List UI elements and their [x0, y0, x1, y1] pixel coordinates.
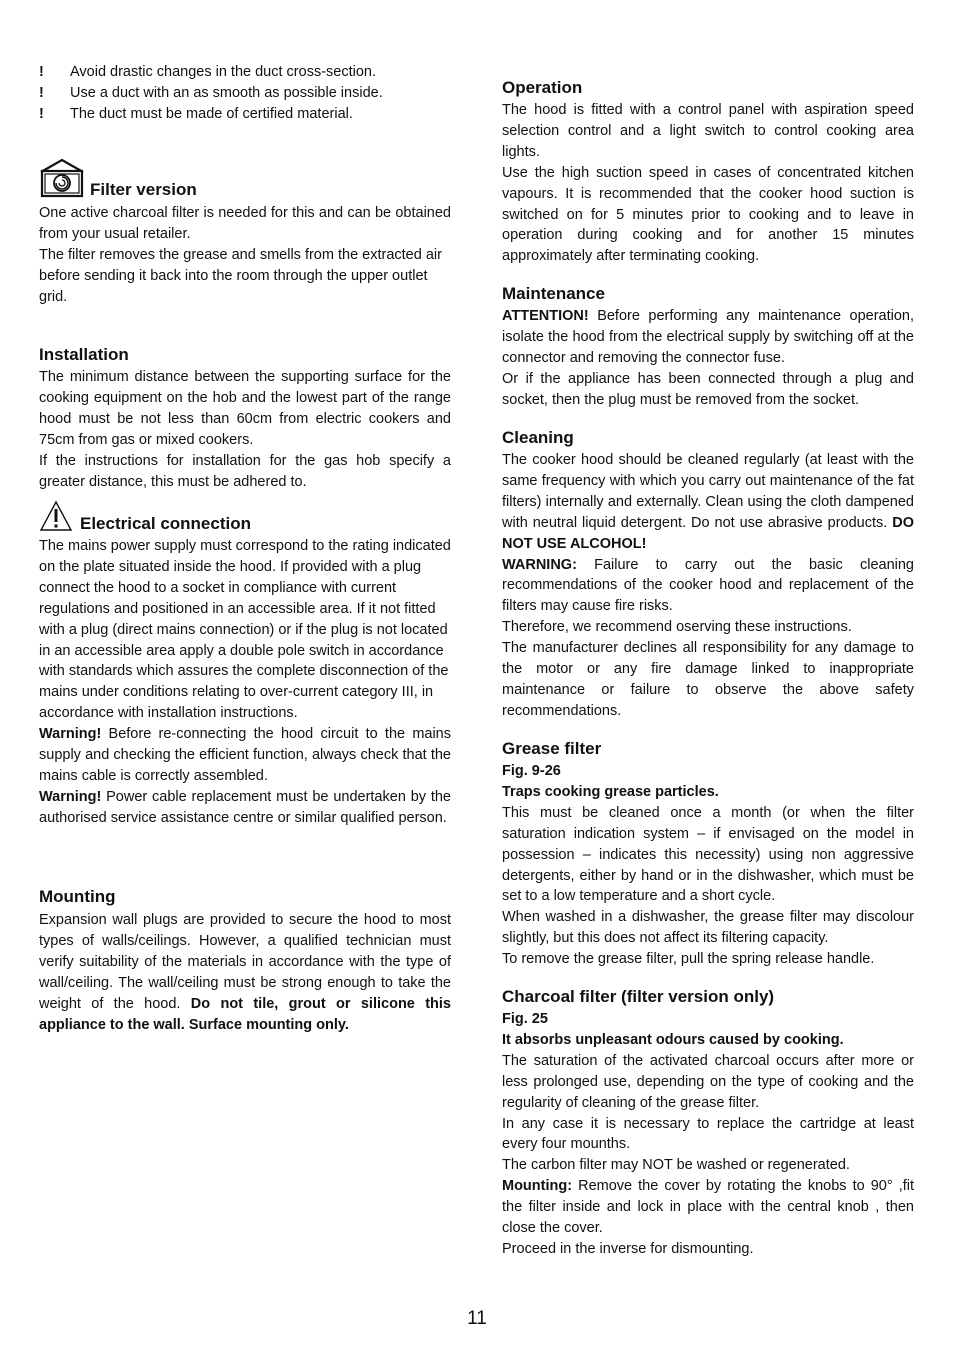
- maintenance-text: ATTENTION! Before performing any maintenance operation, isolate the hood from the electrical supply by switching off at the connector and removing the connector fuse. Or if the appliance has been connected through a plug and socket, then the plug must be removed from the socket.: [502, 308, 914, 408]
- figure-reference: Fig. 25: [502, 1011, 548, 1027]
- electrical-connection-heading: Electrical connection: [80, 514, 251, 533]
- installation-text: The minimum distance between the supporting surface for the cooking equipment on the hob and the lowest part of the range hood must be not less than 60cm from electric cookers and 75cm from gas or mixed cookers. If the instructions for installation for the gas hob specify a greater distance, this must be adhered to.: [39, 369, 451, 490]
- filter-version-heading: Filter version: [90, 180, 197, 199]
- operation-text: The hood is fitted with a control panel with aspiration speed selection control and a light switch to control cooking area lights. Use the high suction speed in cases of concentrated kitchen vapours. It is recommended that the cooker hood suction is switched on for 5 minutes prior to cooking and to leave in operation during cooking and for another 15 minutes approximately after terminating cooking.: [502, 102, 914, 265]
- list-item: ! Avoid drastic changes in the duct cross-section.: [39, 64, 377, 80]
- duct-bullet-list: [39, 62, 451, 125]
- electrical-text: The mains power supply must correspond to the rating indicated on the plate situated inside the hood. If provided with a plug connect the hood to a socket in compliance with current regulations and positioned in an accessible area. If it not fitted with a plug (direct mains connection) or if the plug is not located in an accessible area apply a double pole switch in accordance with standards which assures the complete disconnection of the mains under conditions relating to over-current category III, in accordance with installation instructions. Warning! Before re-connecting the hood circuit to the mains supply and checking the efficient function, always check that the mains cable is correctly assembled. Warning! Power cable replacement must be undertaken by the authorised service assistance centre or similar qualified person.: [39, 538, 451, 826]
- figure-reference: Fig. 9-26: [502, 763, 561, 779]
- operation-heading: Operation: [502, 78, 583, 97]
- list-item: ! Use a duct with an as smooth as possible inside.: [39, 84, 383, 101]
- installation-heading: Installation: [39, 345, 129, 364]
- page-number: 11: [467, 1308, 487, 1329]
- charcoal-filter-text: Fig. 25 It absorbs unpleasant odours caused by cooking. The saturation of the activated charcoal occurs after more or less prolonged use, depending on the type of cooking and the regularity of cleaning of the grease filter. In any case it is necessary to replace the cartridge at least every four mounths. The carbon filter may NOT be washed or regenerated. Mounting: Remove the cover by rotating the knobs to 90° ,fit the filter inside and lock in place with the central knob , then close the cover. Proceed in the inverse for dismounting.: [502, 1011, 914, 1257]
- grease-filter-heading: Grease filter: [502, 739, 602, 758]
- filter-version-text: One active charcoal filter is needed for this and can be obtained from your usual retailer. The filter removes the grease and smells from the extracted air before sending it back into the room through the upper outlet grid.: [39, 205, 451, 305]
- charcoal-filter-heading: Charcoal filter (filter version only): [502, 987, 775, 1006]
- mounting-heading: Mounting: [39, 887, 116, 906]
- maintenance-heading: Maintenance: [502, 284, 605, 303]
- cleaning-text: The cooker hood should be cleaned regularly (at least with the same frequency with which you carry out maintenance of the fat filters) internally and externally. Clean using the cloth dampened with neutral liquid detergent. Do not use abrasive products. DO NOT USE ALCOHOL! WARNING: Failure to carry out the basic cleaning recommendations of the cooker hood and replacement of the filters may cause fire risks. Therefore, we recommend oserving these instructions. The manufacturer declines all responsibility for any damage to the motor or any fire damage linked to inappropriate maintenance or failure to observe the above safety recommendations.: [502, 452, 914, 719]
- warning-triangle-icon: [39, 500, 73, 532]
- cleaning-heading: Cleaning: [502, 428, 574, 447]
- list-item: ! The duct must be made of certified material.: [39, 105, 353, 122]
- mounting-text: Expansion wall plugs are provided to secure the hood to most types of walls/ceilings. However, a qualified technician must verify suitability of the materials in accordance with the type of wall/ceiling. The wall/ceiling must be strong enough to take the weight of the hood. Do not tile, grout or silicone this appliance to the wall. Surface mounting only.: [39, 912, 451, 1033]
- filter-recirculation-icon: [39, 158, 85, 198]
- grease-filter-text: Fig. 9-26 Traps cooking grease particles. This must be cleaned once a month (or when the filter saturation indication system – if envisaged on the model in possession – indicates this necessity) using non aggressive detergents, either by hand or in the dishwasher, which must be set to a low temperature and a short cycle. When washed in a dishwasher, the grease filter may discolour slightly, but this does not affect its filtering capacity. To remove the grease filter, pull the spring release handle.: [502, 763, 914, 968]
